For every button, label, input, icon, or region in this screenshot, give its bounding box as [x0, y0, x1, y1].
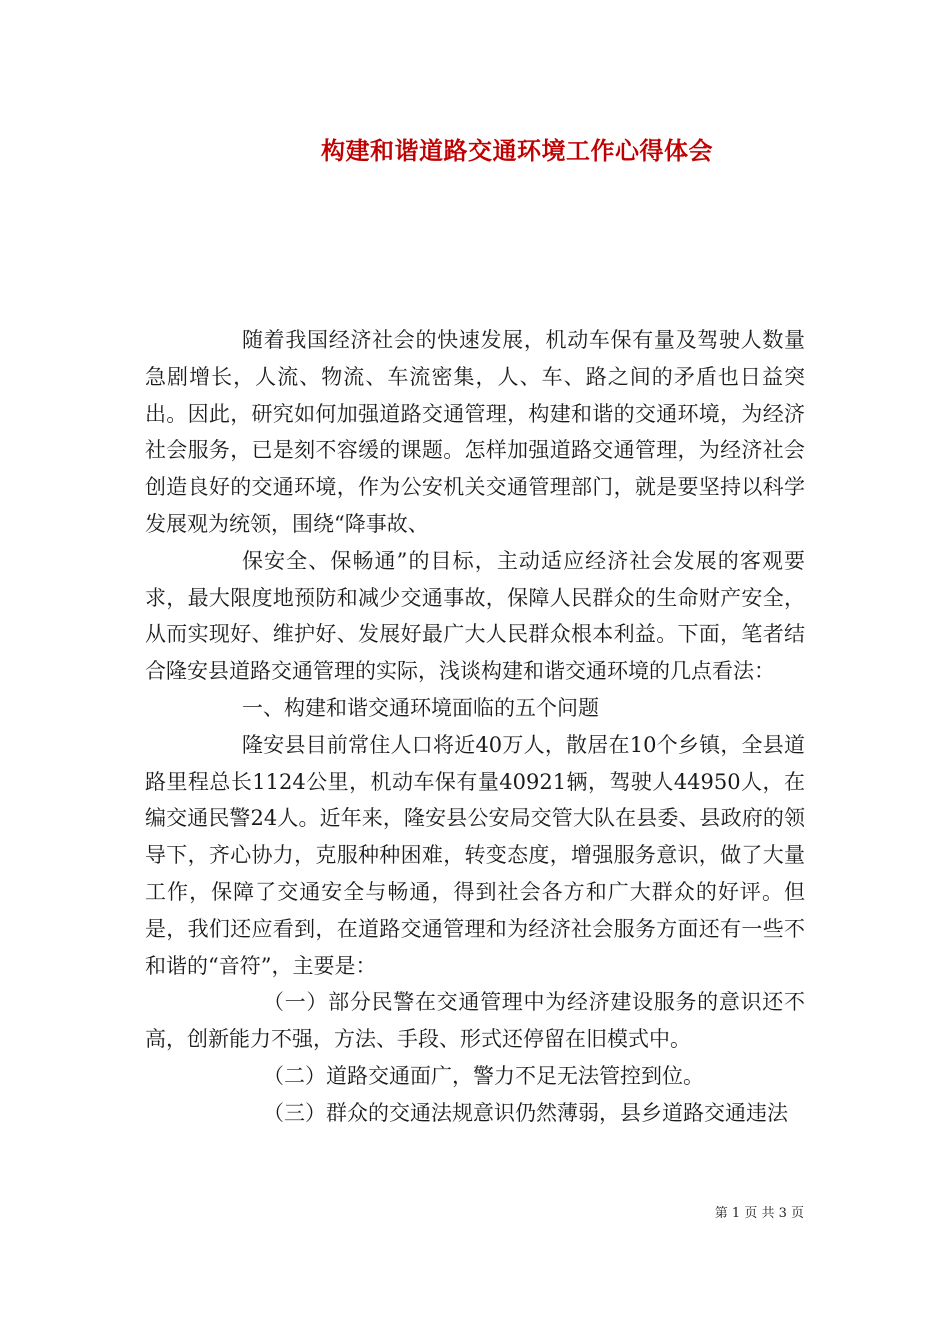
document-title: 构建和谐道路交通环境工作心得体会	[321, 136, 713, 165]
list-item-3: （三）群众的交通法规意识仍然薄弱，县乡道路交通违法	[263, 1100, 788, 1125]
paragraph-county-overview: 隆安县目前常住人口将近40万人，散居在10个乡镇，全县道路里程总长1124公里，机动车保有量40921辆，驾驶人44950人，在编交通民警24人。近年来，隆安县公安局交管大队在县委、县政府的领导下，齐心协力，克服种种困难，转变态度，增强服务意识，做了大量工作，保障了交通安全与畅通，得到社会各方和广大群众的好评。但是，我们还应看到，在道路交通管理和为经济社会服务方面还有一些不和谐的“音符”，主要是：	[145, 732, 805, 978]
paragraph-goals: 保安全、保畅通”的目标，主动适应经济社会发展的客观要求，最大限度地预防和减少交通事故，保障人民群众的生命财产安全，从而实现好、维护好、发展好最广大人民群众根本利益。下面，笔者结合隆安县道路交通管理的实际，浅谈构建和谐交通环境的几点看法：	[145, 548, 805, 684]
list-item-1: （一）部分民警在交通管理中为经济建设服务的意识还不高，创新能力不强，方法、手段、形式还停留在旧模式中。	[145, 990, 805, 1052]
paragraph-intro: 随着我国经济社会的快速发展，机动车保有量及驾驶人数量急剧增长，人流、物流、车流密集，人、车、路之间的矛盾也日益突出。因此，研究如何加强道路交通管理，构建和谐的交通环境，为经济社会服务，已是刻不容缓的课题。怎样加强道路交通管理，为经济社会创造良好的交通环境，作为公安机关交通管理部门，就是要坚持以科学发展观为统领，围绕“降事故、	[145, 328, 805, 536]
section-heading: 一、构建和谐交通环境面临的五个问题	[242, 695, 599, 720]
list-item-2: （二）道路交通面广，警力不足无法管控到位。	[263, 1063, 704, 1088]
document-body	[145, 322, 805, 1132]
page-number-footer: 第 1 页 共 3 页	[714, 1206, 804, 1221]
